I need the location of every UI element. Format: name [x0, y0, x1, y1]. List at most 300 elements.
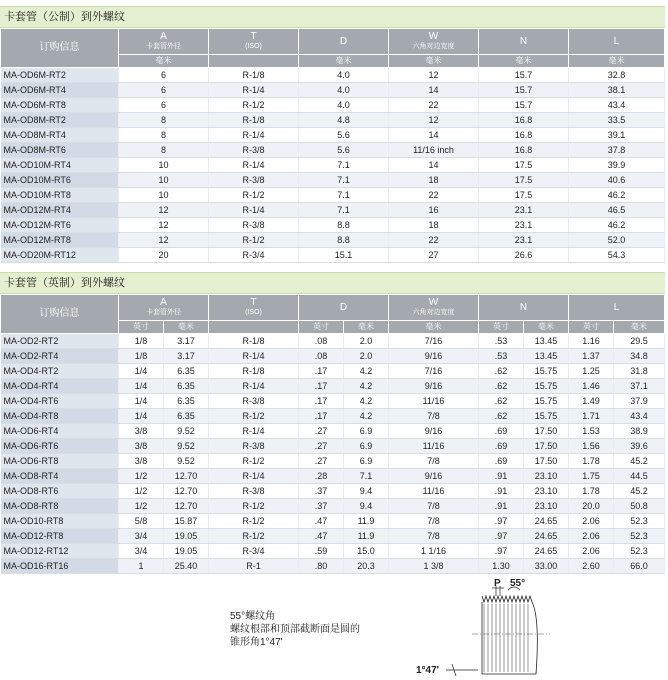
unit-inch: 英寸 — [569, 321, 614, 334]
table-cell: 18 — [389, 218, 479, 233]
col-l: L — [569, 295, 665, 321]
table-cell: 52.0 — [569, 233, 665, 248]
table-cell: 1 3/8 — [389, 559, 479, 574]
table-cell: .62 — [479, 379, 524, 394]
note-rounded-root: 螺纹根部和顶部截断面是圆的 — [230, 624, 360, 635]
table-cell: 13.45 — [524, 349, 569, 364]
table-cell: 1/4 — [119, 409, 164, 424]
col-order-info: 订购信息 — [1, 295, 119, 334]
table-row — [1, 68, 665, 83]
imperial-section — [0, 272, 665, 574]
unit-blank — [209, 55, 299, 68]
table-cell: .53 — [479, 349, 524, 364]
table-row — [1, 349, 665, 364]
table-cell: R-1/2 — [209, 233, 299, 248]
order-code-cell: MA-OD12-RT12 — [1, 544, 119, 559]
table-cell: 1.75 — [569, 469, 614, 484]
table-cell: 4.2 — [344, 394, 389, 409]
table-cell: .62 — [479, 394, 524, 409]
table-cell: 22 — [389, 233, 479, 248]
table-cell: 1 1/16 — [389, 544, 479, 559]
table-row — [1, 529, 665, 544]
table-cell: 4.0 — [299, 98, 389, 113]
table-cell: .53 — [479, 334, 524, 349]
table-cell: 5.6 — [299, 128, 389, 143]
thread-diagram — [412, 578, 552, 678]
order-code-cell: MA-OD4-RT8 — [1, 409, 119, 424]
table-cell: 5/8 — [119, 514, 164, 529]
table-row — [1, 218, 665, 233]
table-cell: 16 — [389, 203, 479, 218]
table-cell: 23.1 — [479, 203, 569, 218]
table-cell: .08 — [299, 349, 344, 364]
table-cell: .97 — [479, 529, 524, 544]
table-cell: 32.8 — [569, 68, 665, 83]
table-cell: 2.0 — [344, 349, 389, 364]
table-cell: 23.1 — [479, 218, 569, 233]
metric-table — [0, 28, 665, 263]
table-cell: 4.8 — [299, 113, 389, 128]
table-cell: 4.2 — [344, 379, 389, 394]
order-code-cell: MA-OD8-RT8 — [1, 499, 119, 514]
unit-mm: 毫米 — [479, 55, 569, 68]
table-cell: .08 — [299, 334, 344, 349]
table-cell: 4.2 — [344, 409, 389, 424]
table-cell: R-3/8 — [209, 143, 299, 158]
table-cell: 33.5 — [569, 113, 665, 128]
order-code-cell: MA-OD2-RT2 — [1, 334, 119, 349]
col-n: N — [479, 29, 569, 55]
table-cell: R-1/4 — [209, 469, 299, 484]
imperial-table-body — [1, 334, 665, 574]
table-cell: 45.2 — [614, 484, 665, 499]
note-taper-angle: 锥形角1°47' — [230, 637, 283, 648]
table-cell: 46.2 — [569, 188, 665, 203]
table-cell: 25.40 — [164, 559, 209, 574]
table-cell: 6.35 — [164, 364, 209, 379]
order-code-cell: MA-OD6M-RT4 — [1, 83, 119, 98]
table-cell: 7/16 — [389, 364, 479, 379]
order-code-cell: MA-OD4-RT6 — [1, 394, 119, 409]
table-cell: 7/8 — [389, 499, 479, 514]
table-cell: 15.75 — [524, 364, 569, 379]
table-cell: 26.6 — [479, 248, 569, 263]
table-cell: 7.1 — [299, 203, 389, 218]
unit-mm: 毫米 — [344, 321, 389, 334]
table-cell: 24.65 — [524, 514, 569, 529]
table-cell: 24.65 — [524, 529, 569, 544]
table-cell: 1/2 — [119, 484, 164, 499]
table-cell: 52.3 — [614, 514, 665, 529]
table-cell: 33.00 — [524, 559, 569, 574]
note-thread-angle: 55°螺纹角 — [230, 611, 276, 622]
table-cell: 1.78 — [569, 484, 614, 499]
col-a: A 卡套管外径 — [119, 295, 209, 321]
table-cell: 12.70 — [164, 484, 209, 499]
table-cell: 1/8 — [119, 334, 164, 349]
table-cell: 1.30 — [479, 559, 524, 574]
table-cell: 7.1 — [299, 188, 389, 203]
table-cell: 27 — [389, 248, 479, 263]
table-cell: 4.0 — [299, 68, 389, 83]
unit-mm: 毫米 — [389, 321, 479, 334]
table-cell: R-1/8 — [209, 68, 299, 83]
table-cell: 7/8 — [389, 454, 479, 469]
order-code-cell: MA-OD8M-RT6 — [1, 143, 119, 158]
unit-mm: 毫米 — [299, 55, 389, 68]
order-code-cell: MA-OD4-RT4 — [1, 379, 119, 394]
table-cell: 9/16 — [389, 469, 479, 484]
table-cell: 4.0 — [299, 83, 389, 98]
table-cell: 17.50 — [524, 424, 569, 439]
col-order-info: 订购信息 — [1, 29, 119, 68]
table-row — [1, 173, 665, 188]
table-cell: 15.7 — [479, 68, 569, 83]
table-cell: 15.75 — [524, 379, 569, 394]
table-cell: 5.6 — [299, 143, 389, 158]
table-cell: 12 — [389, 113, 479, 128]
order-code-cell: MA-OD10M-RT6 — [1, 173, 119, 188]
table-cell: R-1/8 — [209, 364, 299, 379]
table-cell: 37.9 — [614, 394, 665, 409]
table-cell: .17 — [299, 394, 344, 409]
taper-dimension — [446, 664, 478, 676]
table-cell: 9/16 — [389, 379, 479, 394]
table-cell: 1.49 — [569, 394, 614, 409]
table-row — [1, 379, 665, 394]
table-cell: 1/2 — [119, 469, 164, 484]
table-cell: R-1/4 — [209, 379, 299, 394]
table-cell: .27 — [299, 439, 344, 454]
table-cell: .17 — [299, 364, 344, 379]
table-cell: 8 — [119, 128, 209, 143]
table-row — [1, 158, 665, 173]
table-cell: 7/8 — [389, 529, 479, 544]
table-cell: 15.7 — [479, 98, 569, 113]
table-cell: R-1/4 — [209, 349, 299, 364]
table-row — [1, 113, 665, 128]
table-row — [1, 248, 665, 263]
table-row — [1, 409, 665, 424]
table-cell: 1 — [119, 559, 164, 574]
table-cell: 29.5 — [614, 334, 665, 349]
angle-label: 55° — [510, 578, 526, 589]
table-cell: 19.05 — [164, 529, 209, 544]
order-code-cell: MA-OD8M-RT2 — [1, 113, 119, 128]
table-cell: 12 — [389, 68, 479, 83]
table-cell: 54.3 — [569, 248, 665, 263]
table-cell: 3/4 — [119, 529, 164, 544]
col-d: D — [299, 295, 389, 321]
table-cell: 34.8 — [614, 349, 665, 364]
table-cell: .69 — [479, 454, 524, 469]
table-cell: 12 — [119, 218, 209, 233]
table-cell: .47 — [299, 514, 344, 529]
thread-hatch — [484, 604, 528, 672]
table-cell: .37 — [299, 484, 344, 499]
table-cell: 8.8 — [299, 233, 389, 248]
table-cell: 12 — [119, 233, 209, 248]
table-cell: R-1/2 — [209, 188, 299, 203]
table-cell: 3/8 — [119, 424, 164, 439]
unit-mm: 毫米 — [119, 55, 209, 68]
table-cell: 11.9 — [344, 514, 389, 529]
table-row — [1, 439, 665, 454]
table-cell: .97 — [479, 514, 524, 529]
order-code-cell: MA-OD12-RT8 — [1, 529, 119, 544]
table-cell: R-1/2 — [209, 514, 299, 529]
table-cell: 1.78 — [569, 454, 614, 469]
table-cell: 7.1 — [299, 173, 389, 188]
col-w: W 六角对边宽度 — [389, 29, 479, 55]
table-cell: 16.8 — [479, 128, 569, 143]
table-cell: 10 — [119, 188, 209, 203]
table-row — [1, 128, 665, 143]
table-cell: R-3/8 — [209, 484, 299, 499]
table-cell: R-1/8 — [209, 334, 299, 349]
table-row — [1, 98, 665, 113]
table-cell: 43.4 — [569, 98, 665, 113]
table-cell: 6 — [119, 83, 209, 98]
table-cell: 9.4 — [344, 499, 389, 514]
table-row — [1, 364, 665, 379]
table-cell: .91 — [479, 469, 524, 484]
unit-mm: 毫米 — [389, 55, 479, 68]
table-cell: R-3/8 — [209, 394, 299, 409]
metric-table-body — [1, 68, 665, 263]
table-cell: .91 — [479, 499, 524, 514]
thread-profile — [482, 596, 537, 674]
table-cell: 9/16 — [389, 424, 479, 439]
table-row — [1, 514, 665, 529]
table-row — [1, 188, 665, 203]
table-cell: 39.6 — [614, 439, 665, 454]
table-cell: 12.70 — [164, 469, 209, 484]
table-cell: 11/16 — [389, 484, 479, 499]
table-cell: .69 — [479, 424, 524, 439]
table-cell: .47 — [299, 529, 344, 544]
table-cell: 23.10 — [524, 499, 569, 514]
metric-section — [0, 6, 665, 263]
table-cell: R-3/4 — [209, 544, 299, 559]
table-cell: 17.5 — [479, 188, 569, 203]
table-cell: 11/16 — [389, 394, 479, 409]
table-cell: 6.35 — [164, 379, 209, 394]
table-cell: R-1/4 — [209, 158, 299, 173]
order-code-cell: MA-OD12M-RT4 — [1, 203, 119, 218]
table-cell: 15.0 — [344, 544, 389, 559]
table-cell: 2.06 — [569, 544, 614, 559]
table-cell: 46.5 — [569, 203, 665, 218]
order-code-cell: MA-OD8M-RT4 — [1, 128, 119, 143]
table-cell: 17.50 — [524, 454, 569, 469]
table-cell: 7/8 — [389, 409, 479, 424]
table-cell: 22 — [389, 188, 479, 203]
table-cell: 1/4 — [119, 379, 164, 394]
col-a: A 卡套管外径 — [119, 29, 209, 55]
table-cell: 20 — [119, 248, 209, 263]
table-cell: 10 — [119, 158, 209, 173]
table-cell: 4.2 — [344, 364, 389, 379]
unit-mm: 毫米 — [569, 55, 665, 68]
table-cell: 6 — [119, 98, 209, 113]
table-cell: .28 — [299, 469, 344, 484]
table-cell: 14 — [389, 83, 479, 98]
table-cell: 11/16 inch — [389, 143, 479, 158]
table-cell: 19.05 — [164, 544, 209, 559]
table-cell: 17.50 — [524, 439, 569, 454]
order-code-cell: MA-OD10M-RT8 — [1, 188, 119, 203]
table-cell: 1.16 — [569, 334, 614, 349]
table-cell: 14 — [389, 158, 479, 173]
table-row — [1, 484, 665, 499]
table-cell: 9.4 — [344, 484, 389, 499]
imperial-table — [0, 294, 665, 574]
table-cell: 17.5 — [479, 173, 569, 188]
table-row — [1, 499, 665, 514]
table-cell: 7.1 — [299, 158, 389, 173]
table-cell: .37 — [299, 499, 344, 514]
table-cell: 1.53 — [569, 424, 614, 439]
table-cell: 8.8 — [299, 218, 389, 233]
table-cell: 10 — [119, 173, 209, 188]
table-cell: 17.5 — [479, 158, 569, 173]
table-cell: 6.35 — [164, 409, 209, 424]
table-cell: 6.9 — [344, 424, 389, 439]
unit-inch: 英寸 — [119, 321, 164, 334]
table-row — [1, 424, 665, 439]
table-cell: 7/8 — [389, 514, 479, 529]
table-row — [1, 334, 665, 349]
table-cell: R-1/8 — [209, 113, 299, 128]
metric-table-title: 卡套管（公制）到外螺纹 — [0, 6, 665, 28]
table-cell: R-3/8 — [209, 218, 299, 233]
table-cell: 9.52 — [164, 424, 209, 439]
order-code-cell: MA-OD12M-RT8 — [1, 233, 119, 248]
table-cell: 1.56 — [569, 439, 614, 454]
unit-mm: 毫米 — [164, 321, 209, 334]
order-code-cell: MA-OD16-RT16 — [1, 559, 119, 574]
table-cell: R-3/8 — [209, 173, 299, 188]
table-cell: .80 — [299, 559, 344, 574]
table-cell: 15.75 — [524, 409, 569, 424]
unit-mm: 毫米 — [524, 321, 569, 334]
table-cell: 7/16 — [389, 334, 479, 349]
thread-note — [230, 610, 360, 649]
table-cell: 15.7 — [479, 83, 569, 98]
table-cell: 38.1 — [569, 83, 665, 98]
table-row — [1, 469, 665, 484]
table-row — [1, 544, 665, 559]
table-cell: R-1/2 — [209, 409, 299, 424]
col-w: W 六角对边宽度 — [389, 295, 479, 321]
table-cell: 20.0 — [569, 499, 614, 514]
table-cell: 9.52 — [164, 439, 209, 454]
table-cell: 6.9 — [344, 439, 389, 454]
table-cell: 1.25 — [569, 364, 614, 379]
table-cell: .59 — [299, 544, 344, 559]
table-cell: 1.46 — [569, 379, 614, 394]
table-cell: R-1/4 — [209, 424, 299, 439]
table-cell: 46.2 — [569, 218, 665, 233]
table-cell: 24.65 — [524, 544, 569, 559]
table-cell: 1/2 — [119, 499, 164, 514]
table-cell: 1.71 — [569, 409, 614, 424]
table-cell: 23.1 — [479, 233, 569, 248]
table-cell: R-1/2 — [209, 98, 299, 113]
table-cell: 23.10 — [524, 469, 569, 484]
col-d: D — [299, 29, 389, 55]
order-code-cell: MA-OD12M-RT6 — [1, 218, 119, 233]
table-cell: R-1/4 — [209, 128, 299, 143]
table-row — [1, 454, 665, 469]
table-cell: .97 — [479, 544, 524, 559]
table-cell: 8 — [119, 143, 209, 158]
table-cell: R-1/2 — [209, 529, 299, 544]
table-cell: 14 — [389, 128, 479, 143]
table-cell: 8 — [119, 113, 209, 128]
table-cell: R-3/8 — [209, 439, 299, 454]
table-cell: 23.10 — [524, 484, 569, 499]
unit-blank — [209, 321, 299, 334]
order-code-cell: MA-OD8-RT4 — [1, 469, 119, 484]
table-cell: 66.0 — [614, 559, 665, 574]
table-row — [1, 394, 665, 409]
table-cell: 22 — [389, 98, 479, 113]
table-cell: R-1/4 — [209, 83, 299, 98]
table-cell: 39.1 — [569, 128, 665, 143]
table-cell: 11.9 — [344, 529, 389, 544]
order-code-cell: MA-OD6M-RT8 — [1, 98, 119, 113]
table-cell: 31.8 — [614, 364, 665, 379]
table-cell: .69 — [479, 439, 524, 454]
table-row — [1, 143, 665, 158]
col-l: L — [569, 29, 665, 55]
table-cell: 12.70 — [164, 499, 209, 514]
table-cell: 50.8 — [614, 499, 665, 514]
table-cell: .62 — [479, 364, 524, 379]
order-code-cell: MA-OD4-RT2 — [1, 364, 119, 379]
order-code-cell: MA-OD6M-RT2 — [1, 68, 119, 83]
table-cell: 18 — [389, 173, 479, 188]
order-code-cell: MA-OD2-RT4 — [1, 349, 119, 364]
table-cell: 11/16 — [389, 439, 479, 454]
order-code-cell: MA-OD6-RT8 — [1, 454, 119, 469]
table-cell: 3.17 — [164, 349, 209, 364]
table-cell: 16.8 — [479, 143, 569, 158]
taper-label: 1°47' — [416, 665, 440, 676]
table-cell: 1/4 — [119, 394, 164, 409]
table-cell: R-1/4 — [209, 203, 299, 218]
col-n: N — [479, 295, 569, 321]
table-row — [1, 203, 665, 218]
unit-inch: 英寸 — [299, 321, 344, 334]
table-cell: 3.17 — [164, 334, 209, 349]
table-cell: 20.3 — [344, 559, 389, 574]
table-cell: 52.3 — [614, 529, 665, 544]
table-cell: R-1/2 — [209, 454, 299, 469]
table-cell: 38.9 — [614, 424, 665, 439]
table-cell: 45.2 — [614, 454, 665, 469]
table-cell: 6.9 — [344, 454, 389, 469]
table-cell: 3/8 — [119, 454, 164, 469]
table-cell: 6 — [119, 68, 209, 83]
table-cell: 2.0 — [344, 334, 389, 349]
table-cell: 2.06 — [569, 529, 614, 544]
order-code-cell: MA-OD10M-RT4 — [1, 158, 119, 173]
table-cell: 9/16 — [389, 349, 479, 364]
table-cell: .17 — [299, 409, 344, 424]
